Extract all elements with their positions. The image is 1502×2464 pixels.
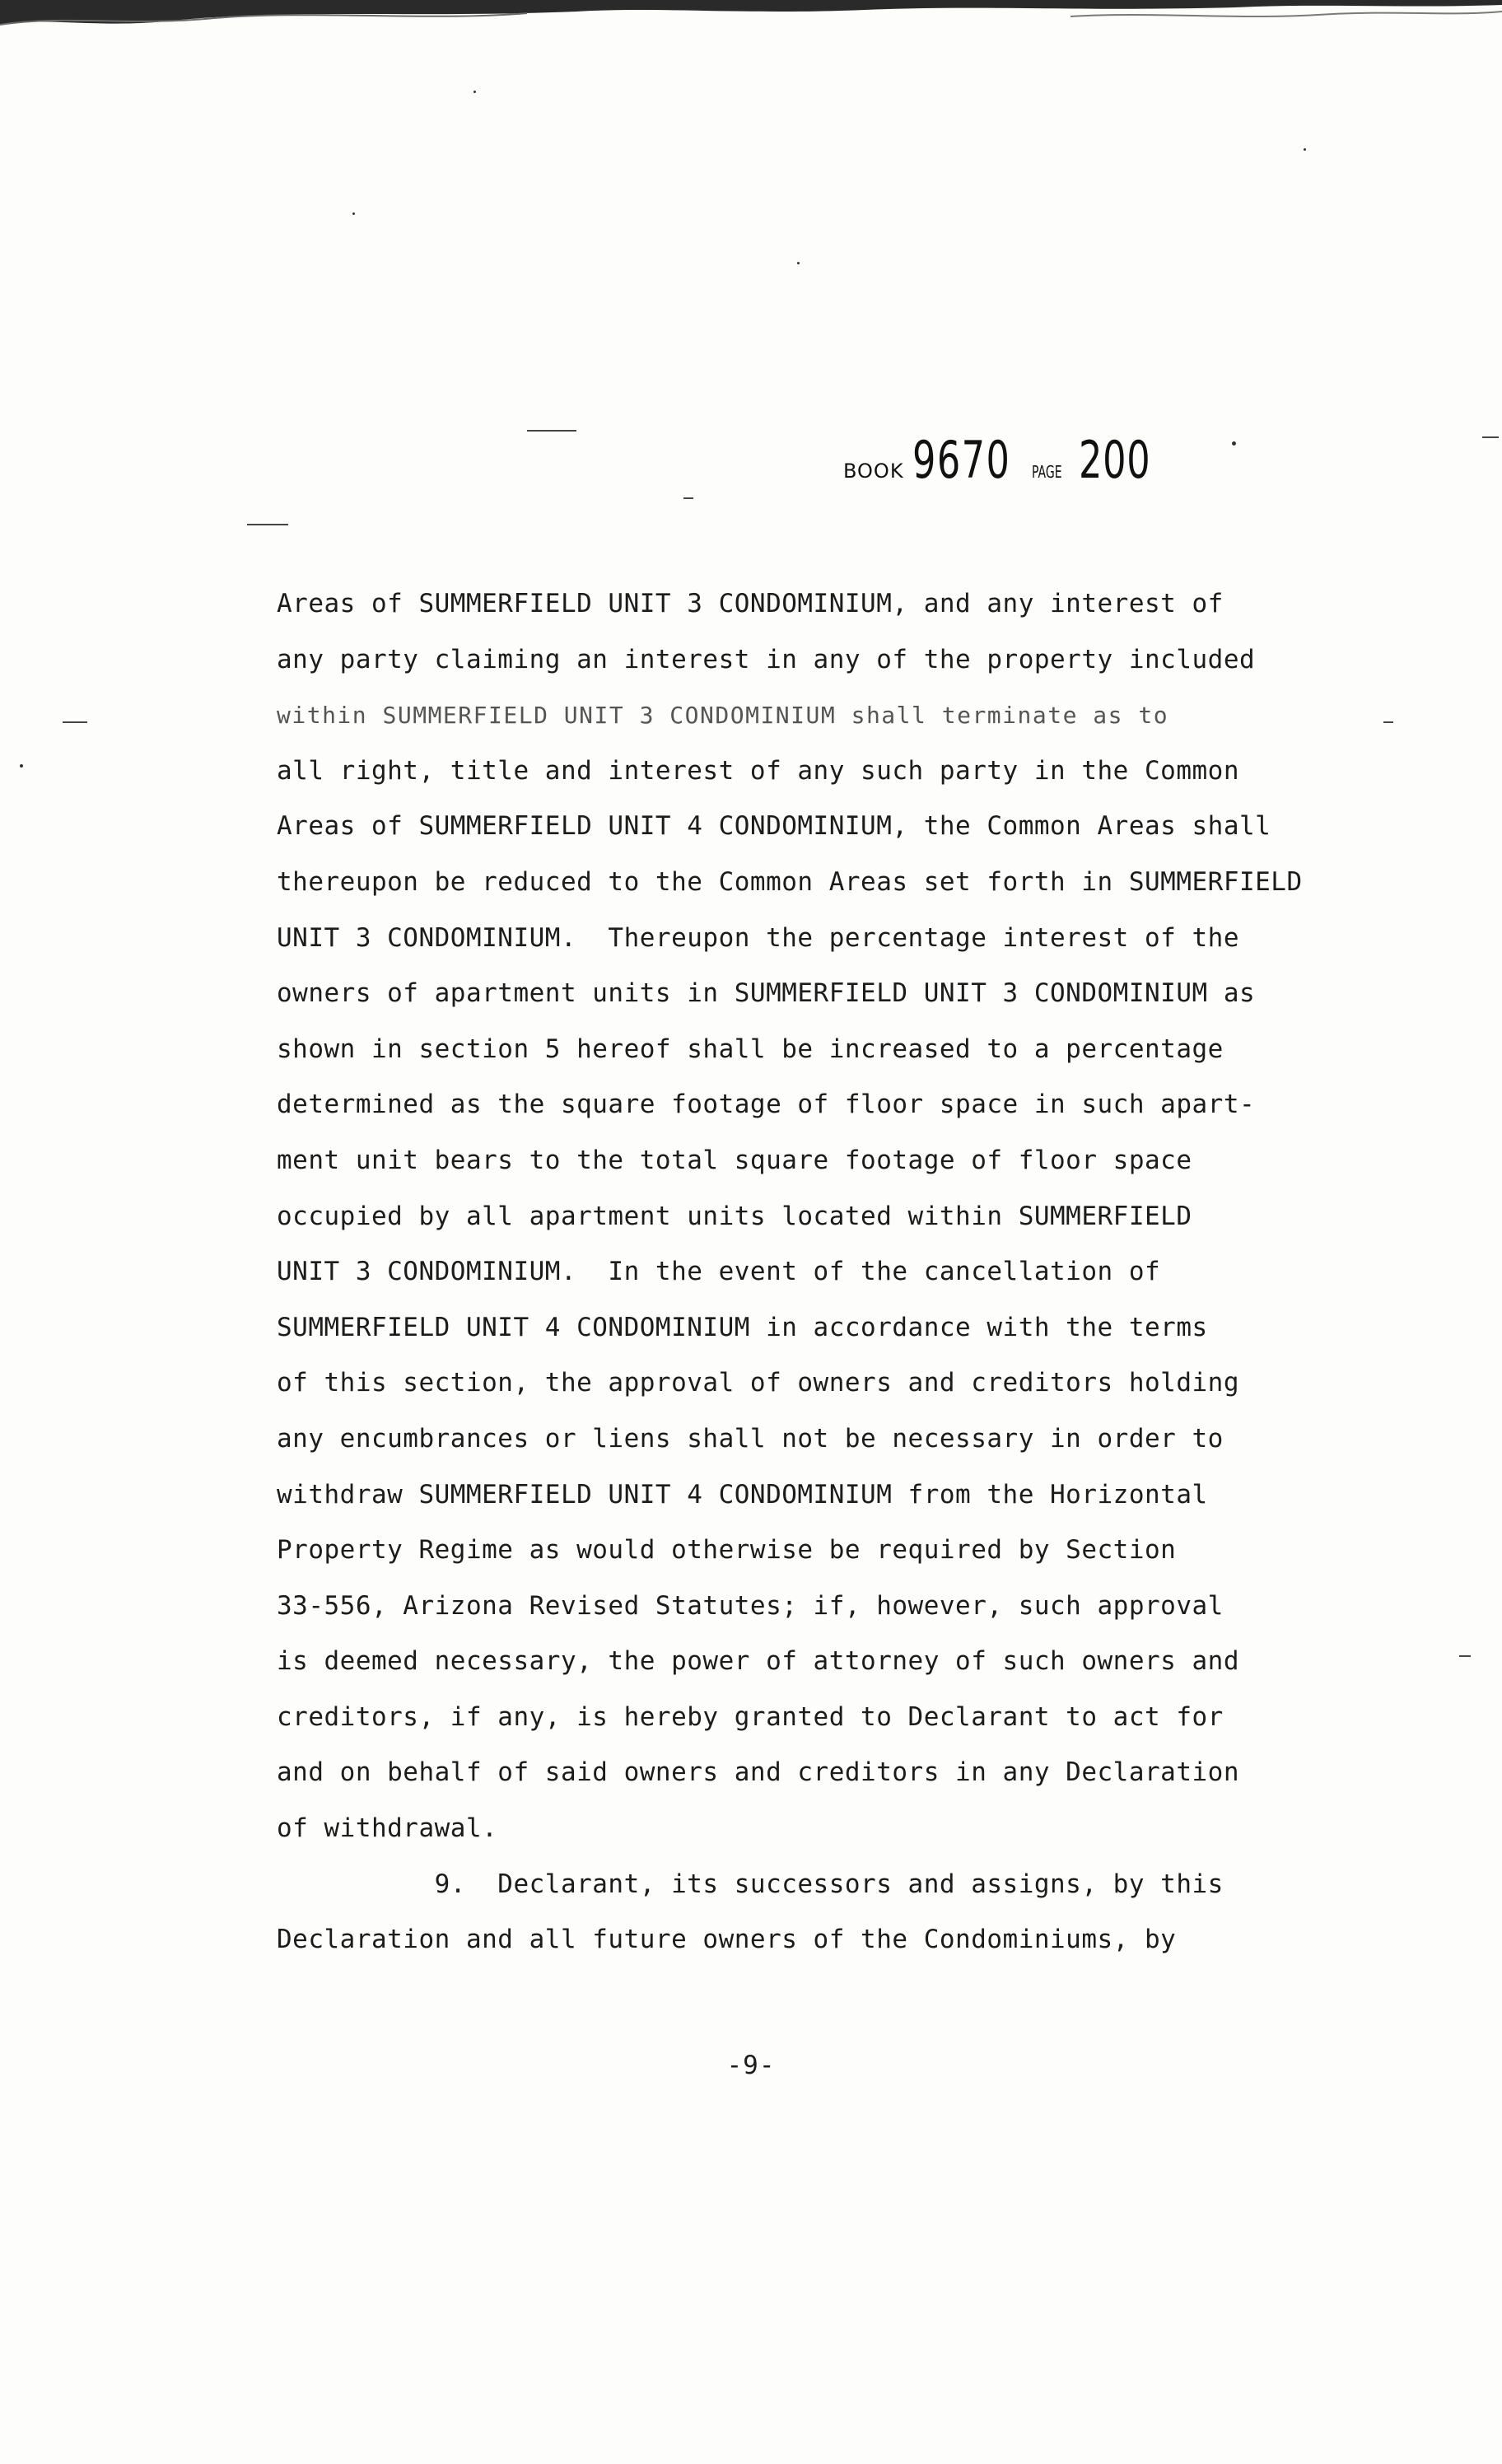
- scan-speck: [352, 212, 355, 215]
- text-line: thereupon be reduced to the Common Areas set forth in SUMMERFIELD: [277, 866, 1303, 897]
- text-line: of withdrawal.: [277, 1813, 498, 1844]
- page-word: PAGE: [1032, 462, 1062, 482]
- text-line: Declaration and all future owners of the Condominiums, by: [277, 1925, 1177, 1955]
- text-line: Areas of SUMMERFIELD UNIT 3 CONDOMINIUM, and any interest of: [277, 589, 1224, 618]
- text-line: creditors, if any, is hereby granted to Declarant to act for: [277, 1701, 1224, 1732]
- scan-mark: [527, 430, 576, 432]
- scan-mark: [247, 524, 288, 525]
- text-line: all right, title and interest of any such party in the Common: [277, 755, 1239, 786]
- text-line: UNIT 3 CONDOMINIUM. In the event of the cancellation of: [277, 1257, 1161, 1287]
- scan-speck: [473, 91, 476, 93]
- scan-speck: [1232, 441, 1236, 446]
- text-line: withdraw SUMMERFIELD UNIT 4 CONDOMINIUM from the Horizontal: [277, 1479, 1208, 1510]
- scan-mark: [1459, 1655, 1471, 1657]
- scan-speck: [1304, 148, 1306, 151]
- text-line: UNIT 3 CONDOMINIUM. Thereupon the percentage interest of the: [277, 922, 1239, 953]
- text-line: occupied by all apartment units located within SUMMERFIELD: [277, 1201, 1192, 1231]
- text-line: 33-556, Arizona Revised Statutes; if, however, such approval: [277, 1590, 1224, 1621]
- scan-mark: [1482, 436, 1499, 438]
- scan-mark: [1383, 721, 1393, 723]
- page-number-footer: -9-: [726, 2051, 776, 2080]
- text-line: 9. Declarant, its successors and assigns, by this: [277, 1869, 1224, 1899]
- text-line: determined as the square footage of floor space in such apart-: [277, 1090, 1256, 1120]
- text-line: SUMMERFIELD UNIT 4 CONDOMINIUM in accordance with the terms: [277, 1312, 1208, 1342]
- scan-speck: [20, 764, 23, 768]
- text-line: Areas of SUMMERFIELD UNIT 4 CONDOMINIUM, the Common Areas shall: [277, 811, 1271, 842]
- scan-edge-artifact: [0, 0, 1502, 28]
- text-line: owners of apartment units in SUMMERFIELD UNIT 3 CONDOMINIUM as: [277, 978, 1256, 1009]
- text-line: shown in section 5 hereof shall be increased to a percentage: [277, 1034, 1224, 1064]
- text-line: Property Regime as would otherwise be required by Section: [277, 1535, 1177, 1566]
- scan-mark: [683, 497, 693, 499]
- text-line: any party claiming an interest in any of the property included: [277, 644, 1256, 674]
- text-line: any encumbrances or liens shall not be necessary in order to: [277, 1423, 1224, 1454]
- book-prefix: BOOK: [843, 460, 904, 483]
- paragraph-body: [277, 576, 1430, 1968]
- scan-mark: [63, 721, 87, 723]
- book-page-stamp: [843, 430, 1178, 490]
- scan-speck: [797, 262, 800, 264]
- page-number: 200: [1078, 430, 1150, 490]
- text-line: is deemed necessary, the power of attorney of such owners and: [277, 1646, 1239, 1677]
- text-line: within SUMMERFIELD UNIT 3 CONDOMINIUM shall terminate as to: [277, 702, 1169, 730]
- text-line: of this section, the approval of owners and creditors holding: [277, 1368, 1239, 1398]
- book-number: 9670: [912, 430, 1010, 490]
- text-line: and on behalf of said owners and creditors in any Declaration: [277, 1757, 1239, 1788]
- text-line: ment unit bears to the total square footage of floor space: [277, 1145, 1192, 1175]
